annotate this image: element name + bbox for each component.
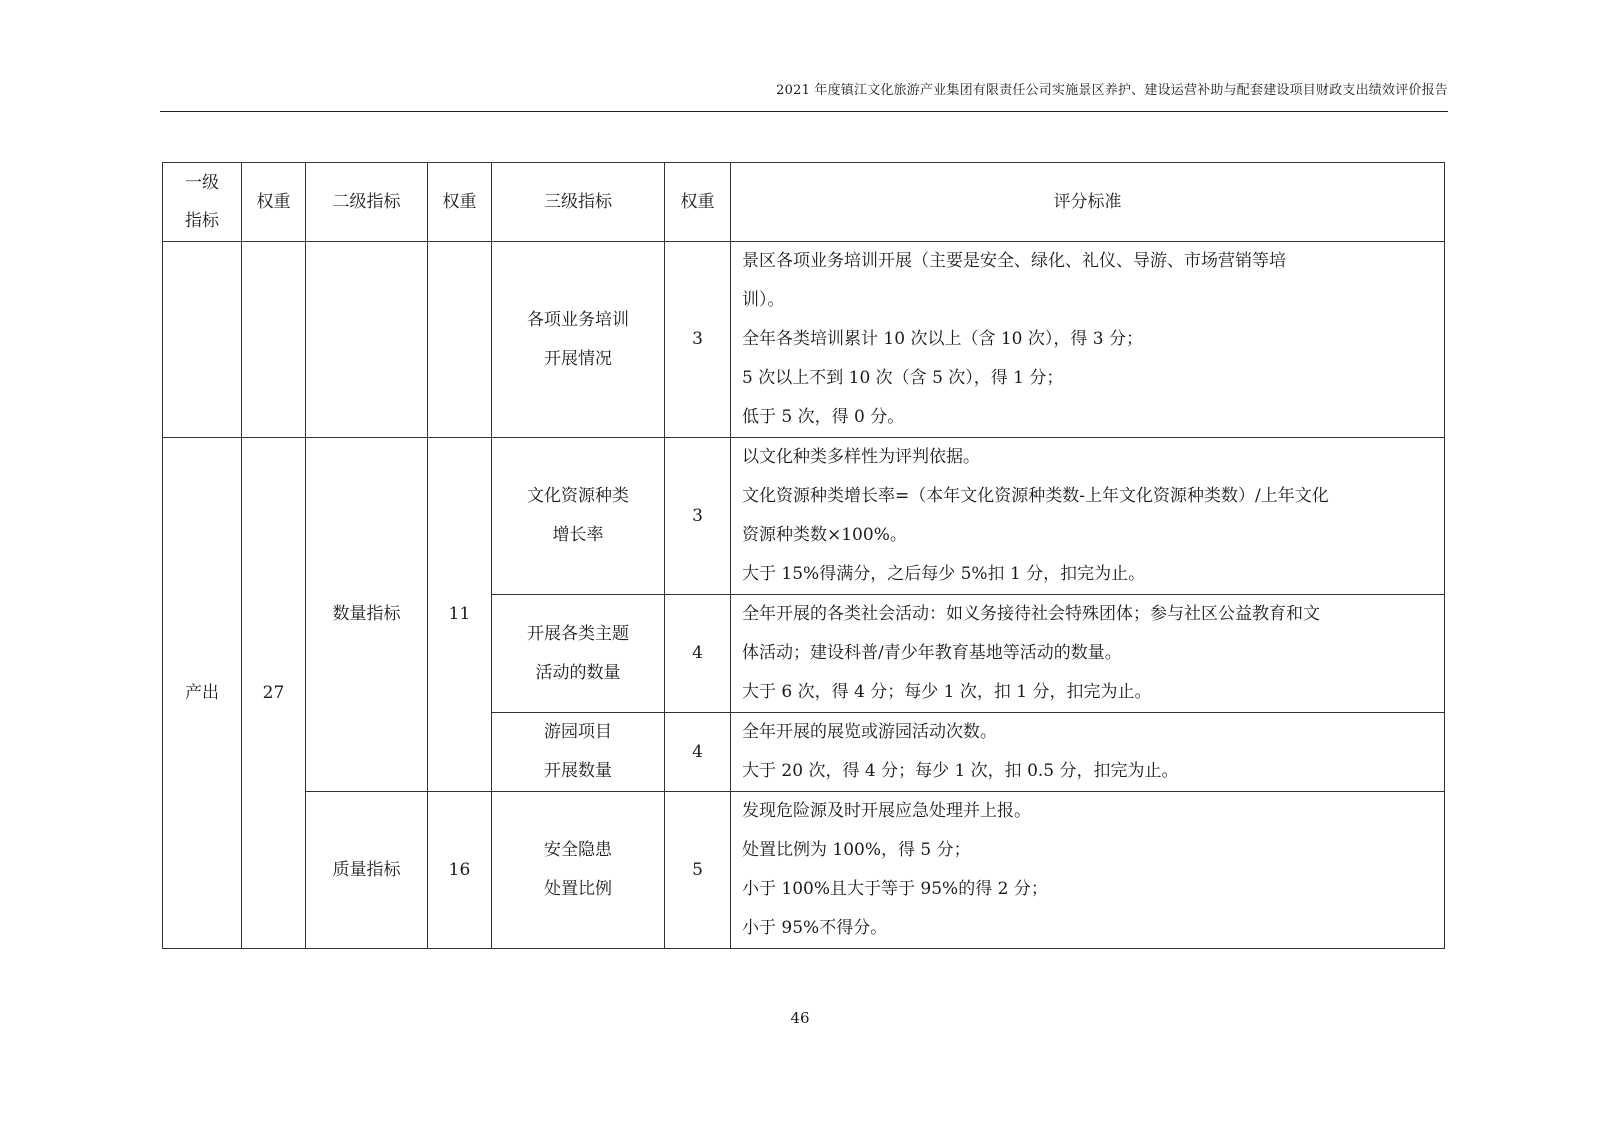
level3-weight: 3	[665, 242, 731, 438]
empty-cell	[428, 242, 492, 438]
header-weight1: 权重	[242, 163, 306, 242]
page-header-title: 2021 年度镇江文化旅游产业集团有限责任公司实施景区养护、建设运营补助与配套建设项目财政支出绩效评价报告	[776, 83, 1448, 98]
table-row	[163, 438, 1445, 595]
scoring-criteria: 景区各项业务培训开展（主要是安全、绿化、礼仪、导游、市场营销等培 训）。 全年各类培训累计 10 次以上（含 10 次），得 3 分； 5 次以上不到 10 次（含 5 次），得 1 分； 低于 5 次，得 0 分。	[731, 242, 1445, 438]
scoring-criteria: 全年开展的各类社会活动：如义务接待社会特殊团体；参与社区公益教育和文 体活动；建设科普/青少年教育基地等活动的数量。 大于 6 次，得 4 分；每少 1 次，扣 1 分，扣完为止。	[731, 595, 1445, 713]
level3-indicator: 安全隐患 处置比例	[492, 792, 665, 949]
level1-weight: 27	[242, 438, 306, 949]
header-row	[163, 163, 1445, 242]
header-level1: 一级 指标	[163, 163, 242, 242]
level3-indicator: 游园项目 开展数量	[492, 713, 665, 792]
table-row	[163, 792, 1445, 949]
level3-weight: 5	[665, 792, 731, 949]
level3-weight: 4	[665, 595, 731, 713]
header-weight2: 权重	[428, 163, 492, 242]
scoring-criteria: 发现危险源及时开展应急处理并上报。 处置比例为 100%，得 5 分； 小于 100%且大于等于 95%的得 2 分； 小于 95%不得分。	[731, 792, 1445, 949]
scoring-criteria: 全年开展的展览或游园活动次数。 大于 20 次，得 4 分；每少 1 次，扣 0.5 分，扣完为止。	[731, 713, 1445, 792]
page-number: 46	[790, 1009, 810, 1027]
empty-cell	[306, 242, 428, 438]
empty-cell	[163, 242, 242, 438]
evaluation-table	[162, 162, 1445, 949]
level3-indicator: 文化资源种类 增长率	[492, 438, 665, 595]
header-level2: 二级指标	[306, 163, 428, 242]
level3-indicator: 开展各类主题 活动的数量	[492, 595, 665, 713]
level2-indicator: 数量指标	[306, 438, 428, 792]
header-weight3: 权重	[665, 163, 731, 242]
header-level3: 三级指标	[492, 163, 665, 242]
level2-weight: 16	[428, 792, 492, 949]
table-row	[163, 242, 1445, 438]
level2-indicator: 质量指标	[306, 792, 428, 949]
level3-weight: 3	[665, 438, 731, 595]
level3-indicator: 各项业务培训 开展情况	[492, 242, 665, 438]
header-criteria: 评分标准	[731, 163, 1445, 242]
level1-indicator: 产出	[163, 438, 242, 949]
level2-weight: 11	[428, 438, 492, 792]
empty-cell	[242, 242, 306, 438]
header-rule	[160, 111, 1448, 112]
scoring-criteria: 以文化种类多样性为评判依据。 文化资源种类增长率=（本年文化资源种类数-上年文化资源种类数）/上年文化 资源种类数×100%。 大于 15%得满分，之后每少 5%扣 1 分，扣完为止。	[731, 438, 1445, 595]
level3-weight: 4	[665, 713, 731, 792]
